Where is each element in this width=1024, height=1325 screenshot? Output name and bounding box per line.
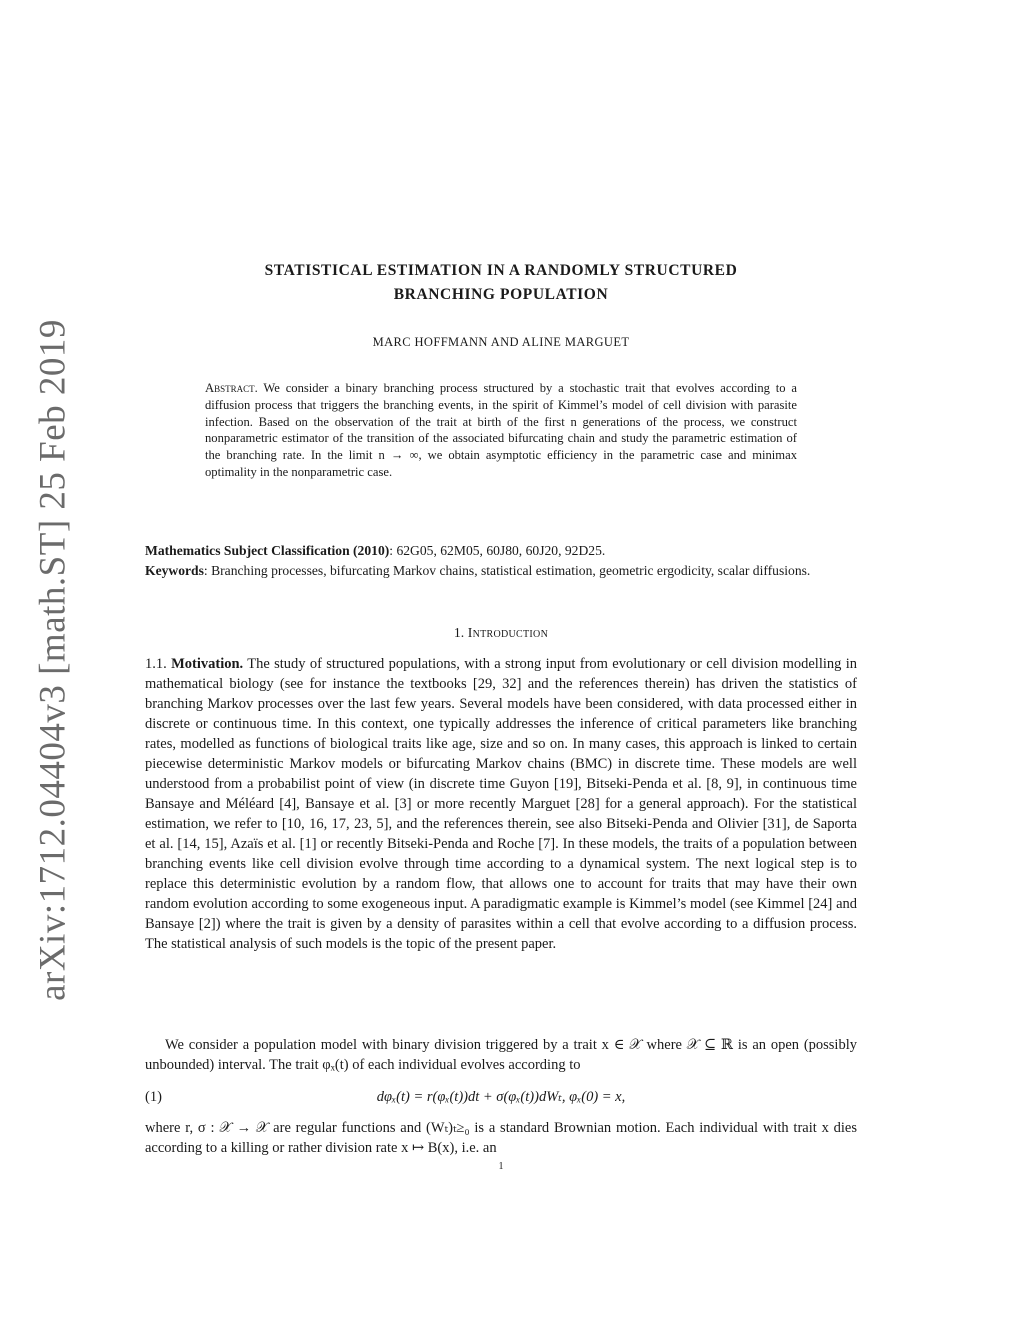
paragraph-1-text: The study of structured populations, with a strong input from evolutionary or cell division modelling in mathematical biology (see for instance the textbooks [29, 32] and the references therein) has driven the statistics of branching Markov processes over the last few years. Several models have been considered, with data processed either in discrete or continuous time. In this context, one typically addresses the inference of critical parameters like branching rates, modelled as functions of biological traits like age, size and so on. In many cases, this approach is linked to certain piecewise deterministic Markov models or bifurcating Markov chains (BMC) in discrete time. These models are well understood from a probabilist point of view (in discrete time Guyon [19], Bitseki-Penda et al. [8, 9], in continuous time Bansaye and Méléard [4], Bansaye et al. [3] or more recently Marguet [28] for a general approach). For the statistical estimation, we refer to [10, 16, 17, 23, 5], and the references therein, see also Bitseki-Penda and Olivier [31], de Saporta et al. [14, 15], Azaïs et al. [1] or recently Bitseki-Penda and Roche [7]. In these models, the traits of a population between branching events like cell division evolve through time according to a dynamical system. The next logical step is to replace this deterministic evolution by a random flow, that allows one to account for traits that may have their own random evolution according to some exogeneous input. A paradigmatic example is Kimmel’s model (see Kimmel [24] and Bansaye [2]) where the trait is given by a density of parasites within a cell that evolve according to a diffusion process. The statistical analysis of such models is the topic of the present paper.	[145, 656, 857, 952]
page-number: 1	[498, 1161, 504, 1172]
abstract	[205, 380, 797, 481]
motivation-paragraph	[145, 654, 857, 954]
section-title: Introduction	[467, 625, 549, 640]
abstract-label: Abstract.	[205, 381, 258, 395]
paragraph-2: We consider a population model with binary division triggered by a trait x ∈ 𝒳 where 𝒳 ⊆ ℝ is an open (possibly unbounded) interval. The trait φₓ(t) of each individual evolves according to	[145, 1037, 857, 1073]
keywords-line	[145, 561, 857, 581]
equation-number: (1)	[145, 1089, 162, 1105]
abstract-text: We consider a binary branching process structured by a stochastic trait that evolves according to a diffusion process that triggers the branching events, in the spirit of Kimmel’s model of cell division with parasite infection. Based on the observation of the trait at birth of the first n generations of the process, we construct nonparametric estimator of the transition of the associated bifurcating chain and study the parametric estimation of the branching rate. In the limit n → ∞, we obtain asymptotic efficiency in the parametric case and minimax optimality in the nonparametric case.	[205, 381, 797, 479]
equation-expression: dφₓ(t) = r(φₓ(t))dt + σ(φₓ(t))dWₜ, φₓ(0) = x,	[376, 1089, 626, 1105]
section-heading	[145, 625, 857, 641]
msc-label: Mathematics Subject Classification (2010)	[145, 543, 390, 558]
authors: MARC HOFFMANN AND ALINE MARGUET	[372, 335, 630, 349]
title-line-2: BRANCHING POPULATION	[393, 286, 609, 303]
classification-block	[145, 541, 857, 581]
title-line-1: STATISTICAL ESTIMATION IN A RANDOMLY STRUCTURED	[264, 262, 738, 279]
arxiv-sidebar	[28, 319, 78, 1001]
keywords-label: Keywords	[145, 563, 204, 578]
msc-line	[145, 541, 857, 561]
keywords-text: : Branching processes, bifurcating Markov chains, statistical estimation, geometric ergodicity, scalar diffusions.	[203, 563, 811, 578]
subsection-title: Motivation.	[171, 656, 244, 672]
subsection-number: 1.1.	[145, 656, 167, 672]
msc-codes: : 62G05, 62M05, 60J80, 60J20, 92D25.	[389, 543, 606, 558]
paper-title	[145, 259, 857, 307]
arxiv-identifier: arXiv:1712.04404v3 [math.ST] 25 Feb 2019	[32, 319, 74, 1001]
section-number: 1.	[453, 625, 465, 640]
paragraph-3: where r, σ : 𝒳 → 𝒳 are regular functions and (Wₜ)ₜ≥₀ is a standard Brownian motion. Each individual with trait x dies according to a killing or rather division rate x ↦ B(x), i.e. an	[145, 1120, 857, 1156]
